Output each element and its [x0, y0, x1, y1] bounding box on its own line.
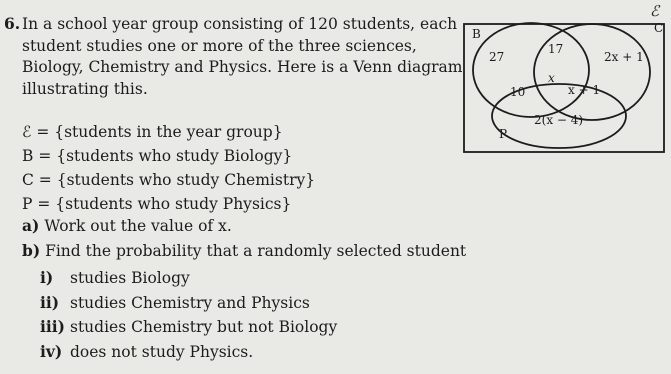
definition-text: = {students in the year group}	[31, 123, 283, 141]
definition-chemistry	[22, 168, 315, 192]
region-c-only: 2x + 1	[604, 50, 644, 64]
region-c-and-p-only: x + 1	[568, 83, 601, 97]
question-intro	[22, 14, 462, 100]
part-b	[22, 241, 466, 260]
definition-text: = {students who study Chemistry}	[33, 171, 316, 189]
subpart-label: i)	[40, 268, 54, 287]
definition-text: = {students who study Biology}	[33, 147, 293, 165]
part-a-label: a)	[22, 216, 40, 235]
intro-line: illustrating this.	[22, 79, 148, 98]
symbol-b: B	[22, 147, 34, 165]
part-a	[22, 216, 232, 235]
intro-line: Biology, Chemistry and Physics. Here is a Venn diagram	[22, 58, 463, 76]
part-a-text: Work out the value of x.	[39, 217, 232, 235]
region-b-only: 27	[489, 50, 505, 64]
subpart-text: studies Chemistry and Physics	[70, 293, 310, 312]
subpart-text: studies Biology	[70, 269, 190, 287]
subpart-label: ii)	[40, 292, 60, 312]
subpart-text: does not study Physics.	[70, 342, 254, 361]
definition-text: = {students who study Physics}	[32, 195, 292, 213]
definition-physics	[22, 192, 315, 216]
set-b-label: B	[472, 27, 481, 41]
symbol-c: C	[22, 171, 34, 189]
symbol-p: P	[22, 195, 33, 213]
part-b-subparts	[40, 266, 337, 364]
subpart-item	[40, 340, 337, 365]
venn-diagram	[462, 2, 667, 154]
intro-line: In a school year group consisting of 120 students, each	[22, 15, 458, 33]
subpart-text: studies Chemistry but not Biology	[70, 318, 338, 336]
subpart-item	[40, 315, 337, 340]
set-c-label: C	[654, 21, 664, 35]
set-p-label: P	[499, 127, 508, 141]
subpart-label: iii)	[40, 317, 65, 336]
region-p-only: 2(x − 4)	[534, 113, 584, 127]
definition-universal	[22, 120, 315, 144]
set-b-circle	[473, 23, 589, 117]
symbol-universal: ℰ	[22, 123, 32, 141]
question-number: 6.	[4, 14, 21, 33]
definition-biology	[22, 144, 315, 168]
set-definitions	[22, 120, 315, 216]
subpart-item	[40, 291, 337, 316]
region-b-and-p-only: 10	[510, 85, 526, 99]
subpart-label: iv)	[40, 341, 63, 361]
region-all-three: x	[548, 71, 555, 85]
part-b-text: Find the probability that a randomly selected student	[40, 242, 467, 260]
intro-line: student studies one or more of the three sciences,	[22, 36, 417, 55]
region-b-and-c-only: 17	[548, 42, 564, 56]
universal-set-box	[464, 24, 664, 152]
subpart-item	[40, 266, 337, 291]
universal-set-label: ℰ	[650, 2, 660, 20]
part-b-label: b)	[22, 241, 41, 260]
